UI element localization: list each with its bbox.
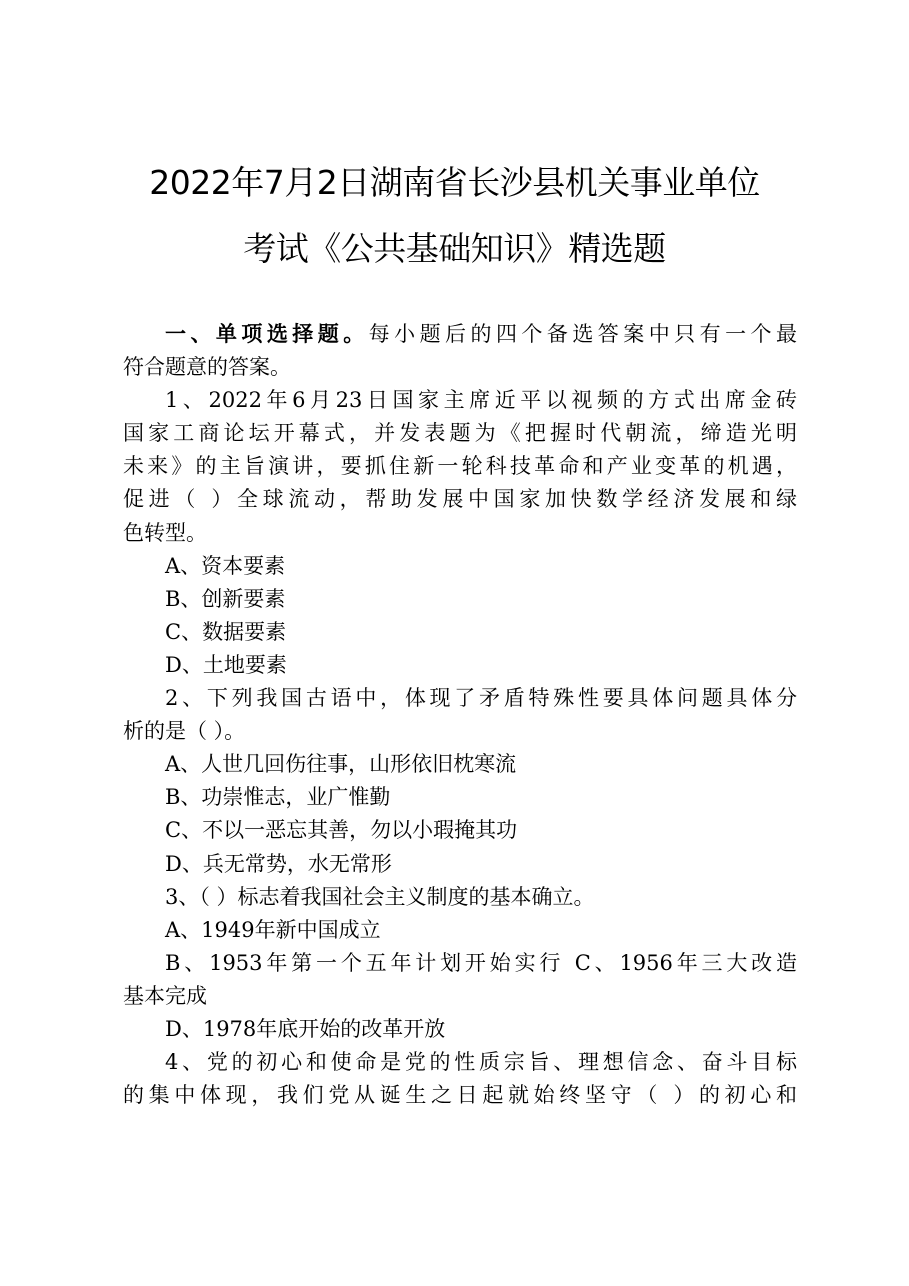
section-intro-continued: [123, 351, 797, 384]
question-stem-line: 促进（ ）全球流动，帮助发展中国家加快数学经济发展和绿: [123, 487, 797, 512]
question-3-option-d: D、1978年底开始的改革开放: [165, 1016, 446, 1041]
document-title-line-1: 2022年7月2日湖南省长沙县机关事业单位: [149, 163, 760, 202]
question-2-option-a: A、人世几回伤往事，山形依旧枕寒流: [165, 752, 517, 777]
document-body: [123, 318, 797, 1112]
question-4-stem: [123, 1046, 797, 1079]
question-stem-line: 的集中体现，我们党从诞生之日起就始终坚守（ ）的初心和: [123, 1083, 797, 1108]
question-3-option-a: A、1949年新中国成立: [165, 917, 381, 942]
question-1-stem-continued: [123, 450, 797, 483]
question-4-stem-continued: [123, 1079, 797, 1112]
section-intro-line: 符合题意的答案。: [123, 355, 291, 380]
question-3-option-b-continued: [123, 980, 797, 1013]
section-intro-line: [123, 318, 797, 351]
option-line: B、1953年第一个五年计划开始实行 C、1956年三大改造: [165, 950, 797, 975]
section-heading: 一、单项选择题。: [165, 322, 369, 346]
question-stem-line: 国家工商论坛开幕式，并发表题为《把握时代朝流，缔造光明: [123, 421, 797, 446]
question-stem-line: 4、党的初心和使命是党的性质宗旨、理想信念、奋斗目标: [165, 1050, 797, 1075]
question-stem-line: 色转型。: [123, 520, 207, 545]
question-1-option-a: A、资本要素: [165, 553, 286, 578]
section-intro-text: 每小题后的四个备选答案中只有一个最: [368, 322, 798, 346]
question-1-stem-continued: [123, 483, 797, 516]
question-1-option-d: D、土地要素: [165, 652, 287, 677]
question-1-option-b: B、创新要素: [165, 586, 286, 611]
section-intro: [123, 318, 797, 351]
question-stem-line: 析的是（ ）。: [123, 719, 246, 744]
question-2-option-c: C、不以一恶忘其善，勿以小瑕掩其功: [165, 818, 518, 843]
question-2-option-b: B、功崇惟志，业广惟勤: [165, 785, 391, 810]
question-2-stem: [123, 682, 797, 715]
question-1-stem: [123, 384, 797, 417]
question-stem-line: 未来》的主旨演讲，要抓住新一轮科技革命和产业变革的机遇，: [123, 454, 797, 479]
question-stem-line: 1、2022年6月23日国家主席近平以视频的方式出席金砖: [165, 388, 797, 413]
document-title-line-2: 考试《公共基础知识》精选题: [243, 229, 666, 268]
question-3-stem: 3、（ ）标志着我国社会主义制度的基本确立。: [165, 884, 595, 909]
question-2-stem-continued: [123, 715, 797, 748]
question-1-stem-continued: [123, 417, 797, 450]
question-3-option-b: [123, 947, 797, 980]
question-1-stem-continued: [123, 517, 797, 550]
option-line: 基本完成: [123, 983, 207, 1008]
question-1-option-c: C、数据要素: [165, 619, 287, 644]
question-stem-line: 2、下列我国古语中，体现了矛盾特殊性要具体问题具体分: [165, 686, 797, 711]
question-2-option-d: D、兵无常势，水无常形: [165, 851, 392, 876]
